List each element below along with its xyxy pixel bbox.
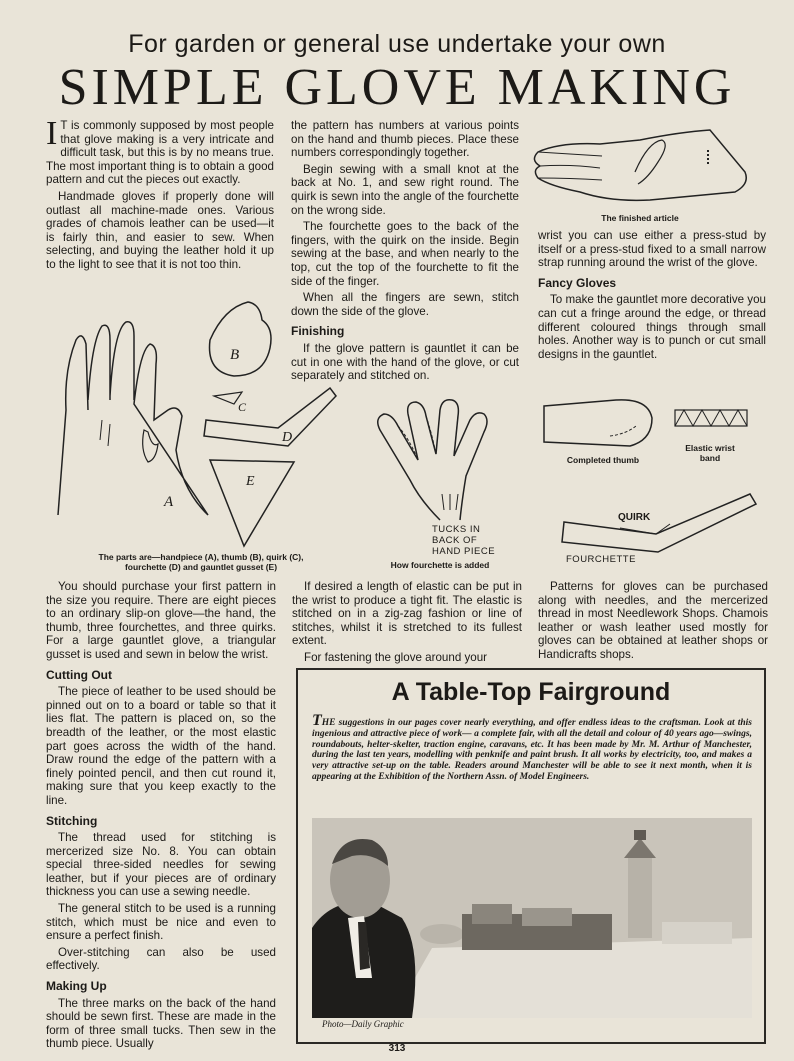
- elastic-band-caption-1: Elastic wrist: [685, 443, 735, 453]
- pattern-numbers-paragraph: the pattern has numbers at various points on the hand and thumb pieces. Place these numbers correspondingly together.: [291, 119, 519, 160]
- fourchette-paragraph: The fourchette goes to the back of the fingers, with the quirk on the inside. Begin sewing at the base, and when nearly to the top, cut the top of the fourchette to fit the side of the finger.: [291, 220, 519, 288]
- column-3-bottom: [538, 580, 768, 665]
- column-2-bottom: [292, 580, 522, 668]
- finished-article-caption: The finished article: [601, 213, 679, 223]
- stitching-heading: Stitching: [46, 813, 98, 828]
- elastic-band-illustration: [674, 409, 748, 427]
- fairground-photo: [312, 818, 752, 1018]
- tucks-label-2: BACK OF: [432, 535, 478, 546]
- completed-thumb-illustration: [540, 396, 660, 452]
- intro-paragraph: T is commonly supposed by most people that glove making is a very intricate and difficult task, but this is by no means true. The most important thing is to obtain a good pattern and cut the pieces out exactly.: [46, 119, 274, 187]
- photo-scene: [312, 818, 752, 1018]
- elastic-paragraph: If desired a length of elastic can be put in the wrist to produce a tight fit. The elastic is stitched on in a zig-zag fashion or line of stitches, whilst it is stretched to its fullest extent.: [292, 580, 522, 648]
- fastening-paragraph: For fastening the glove around your: [304, 650, 488, 664]
- fourchette-added-caption: How fourchette is added: [390, 560, 490, 570]
- cutting-out-paragraph: The piece of leather to be used should be pinned out on to a board or table so that it lies flat. The pattern is placed on, so the breadth of the leather, or the most elastic part goes across the width of the hand. Draw round the edge of the pattern with a finely pointed pencil, and then cut round it, making sure that you keep exactly to the line.: [46, 685, 276, 807]
- fancy-gloves-heading: Fancy Gloves: [538, 275, 617, 290]
- parts-caption-line-2: fourchette (D) and gauntlet gusset (E): [124, 562, 278, 572]
- making-up-heading: Making Up: [46, 979, 107, 994]
- begin-sewing-paragraph: Begin sewing with a small knot at the back at No. 1, and sew right round. The quirk is sewn into the angle of the fourchette on the wrong side.: [291, 162, 519, 217]
- label-d: D: [282, 430, 293, 445]
- thread-paragraph: The thread used for stitching is mercerized size No. 8. You can obtain special three-sided needles for sewing leather, but if your pieces are of ordinary thickness you can use a sewing needle.: [46, 831, 276, 899]
- elastic-band-caption-2: band: [699, 453, 721, 463]
- finished-glove-illustration: [530, 122, 760, 212]
- fairground-paragraph: HE suggestions in our pages cover nearly everything, and offer endless ideas to the craftsman. Look at this ingenious and attractive piece of work— a complete fair, with all the detail and colour of 40 years ago—swings, roundabouts, helter-skelter, traction engine, caravans, etc. It has been made by Mr. M. Arthur of Manchester, during the last ten years, modelling with penknife and paint brush. It all works by electricity, too, and makes a very attractive set-up on the table. Readers around Manchester will be able to see it next month, when it is appearing at the Exhibition of the Northern Assn. of Model Engineers.: [312, 718, 752, 782]
- fairground-title: A Table-Top Fairground: [391, 678, 671, 706]
- fourchette-glove-illustration: [370, 390, 510, 530]
- column-3-top: [538, 229, 766, 364]
- making-up-paragraph: The three marks on the back of the hand should be sewn first. These are made in the form of three small tucks. Then sew in the thumb piece. Usually: [46, 996, 276, 1051]
- label-b: B: [230, 347, 240, 363]
- glove-parts-diagram: [48, 300, 348, 550]
- headline-kicker: For garden or general use undertake your own: [128, 30, 666, 58]
- column-1-bottom: [46, 580, 276, 1054]
- wrist-fastening-paragraph: wrist you can use either a press-stud by itself or a press-stud fixed to a small narrow strap running around the wrist of the glove.: [538, 229, 766, 270]
- fairground-drop-cap: T: [312, 712, 322, 729]
- completed-thumb-caption: Completed thumb: [566, 455, 640, 465]
- drop-cap: I: [46, 115, 58, 152]
- finishing-paragraph: If the glove pattern is gauntlet it can be cut in one with the hand of the glove, or cut separately and stitched on.: [291, 341, 519, 383]
- photo-credit: Photo—Daily Graphic: [322, 1019, 404, 1029]
- page-number: 313: [388, 1043, 406, 1054]
- label-e: E: [246, 474, 255, 489]
- fairground-text: [312, 712, 752, 783]
- quirk-fourchette-diagram: [560, 494, 760, 554]
- parts-caption-line-1: The parts are—handpiece (A), thumb (B), quirk (C),: [98, 552, 304, 562]
- purchase-pattern-paragraph: You should purchase your first pattern in the size you require. There are eight pieces to an ordinary slip-on glove—the hand, the thumb, three fourchettes, and three quirks. For a large gauntlet glove, a triangular gusset is used and sewn in below the wrist.: [46, 580, 276, 661]
- handmade-paragraph: Handmade gloves if properly done will outlast all machine-made ones. Various grades of chamois leather can be used—it is fairly thin, and easier to sew. When selecting, and buying the leather hold it up to the light to see that it is not too thin.: [46, 189, 274, 271]
- fourchette-label: FOURCHETTE: [566, 554, 636, 565]
- tucks-label-3: HAND PIECE: [432, 546, 496, 557]
- page-title: SIMPLE GLOVE MAKING: [58, 59, 736, 116]
- quirk-label: QUIRK: [618, 512, 651, 523]
- patterns-purchase-paragraph: Patterns for gloves can be purchased along with needles, and the mercerized thread in most Needlework Shops. Chamois leather or wash leather used mostly for gloves can be obtained at leather shops or Handicrafts shops.: [538, 580, 768, 661]
- column-1-top: [46, 115, 274, 275]
- over-stitching-paragraph: Over-stitching can also be used effectively.: [46, 945, 276, 973]
- tucks-label-1: TUCKS IN: [432, 524, 481, 535]
- finishing-heading: Finishing: [291, 324, 345, 339]
- fingers-sewn-paragraph: When all the fingers are sewn, stitch down the side of the glove.: [291, 291, 519, 318]
- running-stitch-paragraph: The general stitch to be used is a running stitch, which must be nice and even to ensure a perfect finish.: [46, 902, 276, 943]
- fancy-gloves-paragraph: To make the gauntlet more decorative you can cut a fringe around the edge, or thread different coloured things through small holes. Another way is to punch or cut small designs in the gauntlet.: [538, 293, 766, 361]
- cutting-out-heading: Cutting Out: [46, 667, 112, 682]
- label-c: C: [238, 400, 247, 414]
- label-a: A: [164, 494, 174, 510]
